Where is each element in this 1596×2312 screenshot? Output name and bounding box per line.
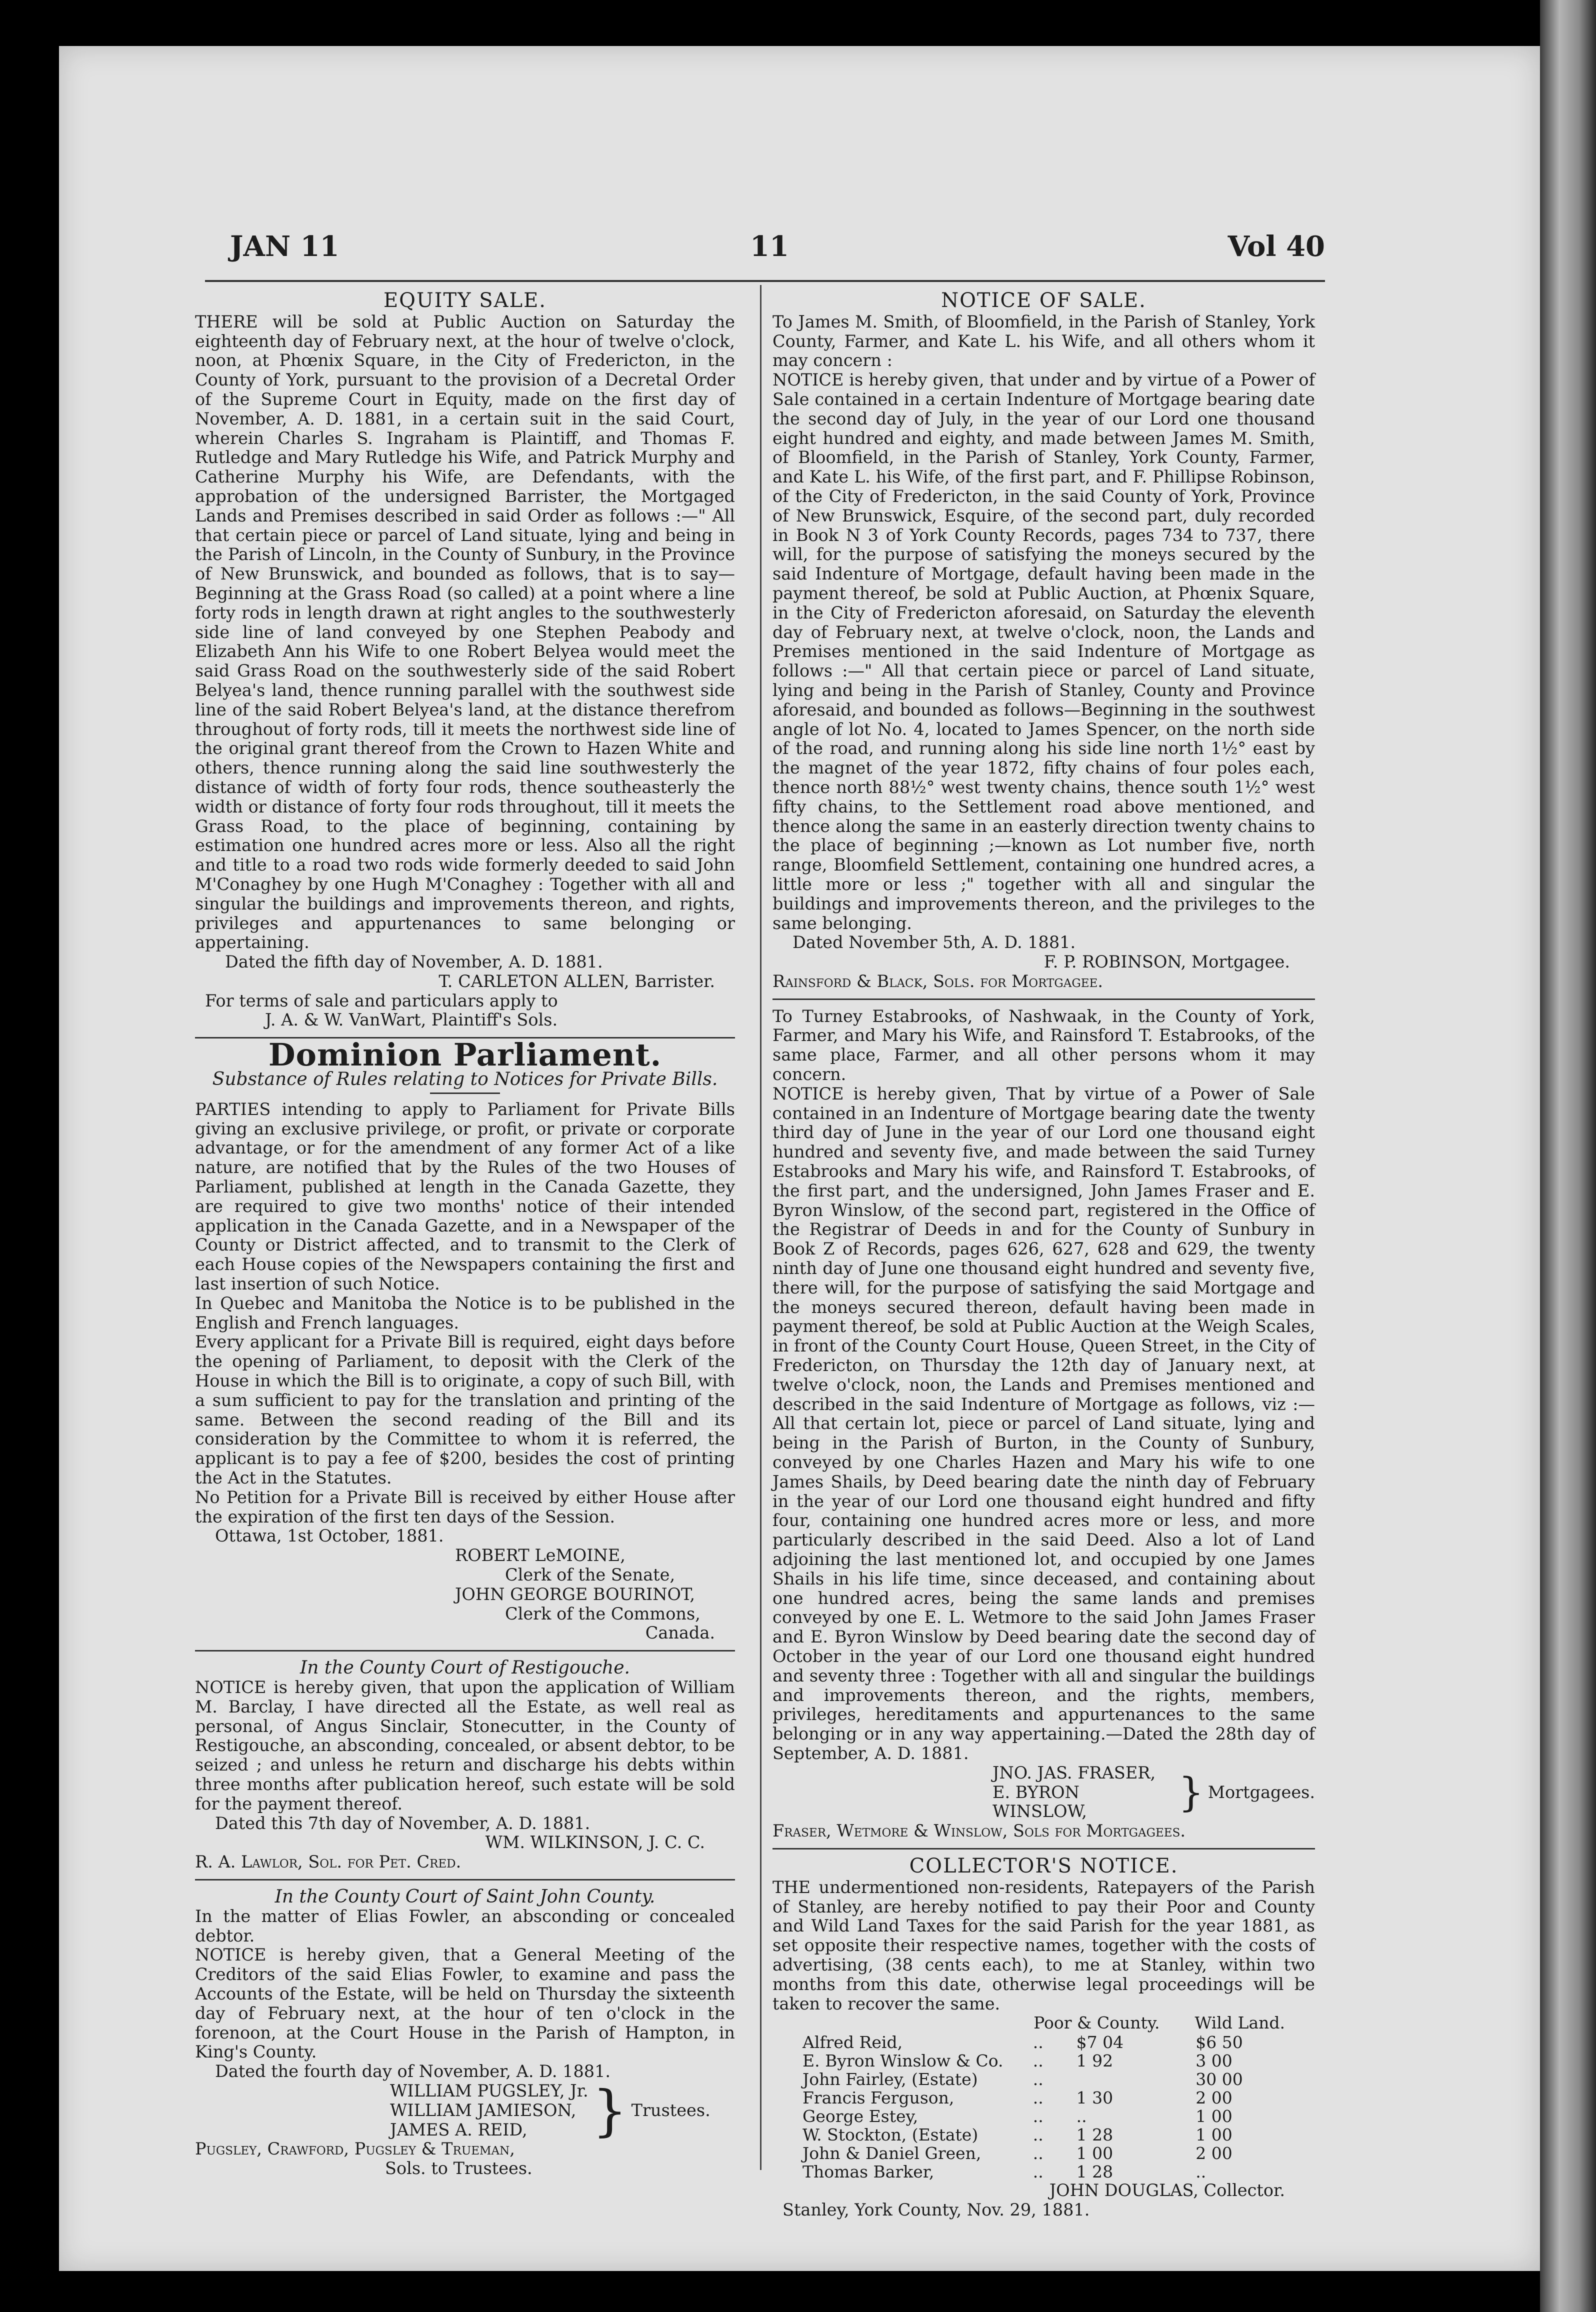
equity-sale-title: EQUITY SALE. — [383, 289, 547, 312]
saint-john-solicitors-role: Sols. to Trustees. — [385, 2158, 532, 2178]
leader-dots: .. — [1032, 2106, 1044, 2126]
tax-table — [772, 2033, 1315, 2181]
dominion-signer-2-title: Clerk of the Commons, — [505, 1604, 700, 1624]
poor-county-tax: 1 30 — [1076, 2088, 1114, 2108]
poor-county-tax: 1 28 — [1076, 2125, 1114, 2145]
ratepayer-name: Alfred Reid, — [802, 2032, 903, 2052]
dominion-parliament-subtitle: Substance of Rules relating to Notices for Private Bills. — [212, 1069, 718, 1090]
page-number: 11 — [750, 230, 789, 263]
col-wild-land: Wild Land. — [1194, 2013, 1285, 2033]
wild-land-tax: 3 00 — [1196, 2051, 1232, 2071]
notice-of-sale-title: NOTICE OF SALE. — [941, 289, 1146, 312]
restigouche-signer: WM. WILKINSON, J. C. C. — [485, 1832, 705, 1852]
saint-john-solicitors: Pugsley, Crawford, Pugsley & Trueman, — [195, 2139, 515, 2159]
wild-land-tax: $6 50 — [1196, 2032, 1243, 2052]
mortgagee-2: E. BYRON WINSLOW, — [992, 1782, 1087, 1822]
leader-dots: .. — [1032, 2144, 1044, 2164]
leader-dots: .. — [1032, 2032, 1044, 2052]
equity-sale-dated: Dated the fifth day of November, A. D. 1881. — [225, 952, 603, 972]
leader-dots: .. — [1032, 2051, 1044, 2071]
trustee-3: JAMES A. REID, — [390, 2120, 528, 2140]
collectors-notice-body: THE undermentioned non-residents, Ratepayers of the Parish of Stanley, are hereby notified to pay their Poor and County and Wild Land Taxes for the said Parish for the year 1881, as set opposite their respective names, together with the costs of advertising, (38 cents each), to me at Stanley, within two months from this date, otherwise legal proceedings will be taken to recover the same. — [772, 1877, 1315, 2014]
page-header — [230, 230, 1325, 275]
dominion-parliament-title: Dominion Parliament. — [268, 1036, 662, 1074]
separator — [195, 1650, 735, 1652]
separator — [772, 1848, 1315, 1850]
ratepayer-name: John & Daniel Green, — [802, 2144, 982, 2164]
col-poor-county: Poor & County. — [1034, 2013, 1160, 2033]
restigouche-title: In the County Court of Restigouche. — [300, 1658, 630, 1678]
poor-county-tax: 1 92 — [1076, 2051, 1114, 2071]
brace: } — [592, 2078, 628, 2143]
leader-dots: .. — [1032, 2088, 1044, 2108]
trustee-2: WILLIAM JAMIESON, — [390, 2100, 576, 2120]
table-row — [772, 2126, 1315, 2144]
column-divider — [760, 285, 762, 2170]
tax-table-header — [772, 2014, 1315, 2033]
adjacent-page-edge — [1540, 0, 1596, 2312]
table-row — [772, 2144, 1315, 2162]
table-row — [772, 2052, 1315, 2070]
table-row — [772, 2070, 1315, 2088]
estabrooks-to: To Turney Estabrooks, of Nashwaak, in the County of York, Farmer, and Mary his Wife, and Rainsford T. Estabrooks, of the same place, Farmer, and all other persons whom it may concern. — [772, 1006, 1315, 1084]
dominion-p2: In Quebec and Manitoba the Notice is to be published in the English and French languages. — [195, 1293, 735, 1332]
table-row — [772, 2162, 1315, 2181]
dominion-p3: Every applicant for a Private Bill is required, eight days before the opening of Parliament, to deposit with the Clerk of the House in which the Bill is to originate, a copy of such Bill, with a sum sufficient to pay for the translation and printing of the same. Between the second reading of the Bill and its consideration by the Committee to whom it is referred, the applicant is to pay a fee of $200, besides the cost of printing the Act in the Statutes. — [195, 1332, 735, 1488]
notice-of-sale-solicitors: Rainsford & Black, Sols. for Mortgagee. — [772, 971, 1103, 991]
brace: } — [1178, 1768, 1204, 1816]
volume-number: Vol 40 — [1228, 230, 1325, 263]
poor-county-tax — [1076, 2070, 1196, 2088]
dominion-signer-1-title: Clerk of the Senate, — [505, 1565, 676, 1584]
ratepayer-name: Francis Ferguson, — [802, 2088, 954, 2108]
leader-dots: .. — [1032, 2162, 1044, 2182]
header-date: JAN 11 — [230, 230, 340, 263]
wild-land-tax: 2 00 — [1196, 2144, 1232, 2164]
leader-dots: .. — [1032, 2070, 1044, 2090]
estabrooks-solicitors: Fraser, Wetmore & Winslow, Sols for Mortgagees. — [772, 1821, 1186, 1841]
header-rule — [205, 280, 1325, 282]
dominion-signer-1: ROBERT LeMOINE, — [455, 1546, 626, 1566]
equity-sale-body: THERE will be sold at Public Auction on Saturday the eighteenth day of February next, at the hour of twelve o'clock, noon, at Phœnix Square, in the City of Fredericton, in the County of York, pursuant to the provision of a Decretal Order of the Supreme Court in Equity, made on the first day of November, A. D. 1881, in a certain suit in the said Court, wherein Charles S. Ingraham is Plaintiff, and Thomas F. Rutledge and Mary Rutledge his Wife, and Patrick Murphy and Catherine Murphy his Wife, are Defendants, with the approbation of the undersigned Barrister, the Mortgaged Lands and Premises described in said Order as follows :—" All that certain piece or parcel of Land situate, lying and being in the Parish of Lincoln, in the County of Sunbury, in the Province of New Brunswick, and bounded as follows, that is to say—Beginning at the Grass Road (so called) at a point where a line forty rods in length drawn at right angles to the southwesterly side line of land conveyed by one Stephen Peabody and Elizabeth Ann his Wife to one Robert Belyea would meet the said Grass Road on the southwesterly side of the said Robert Belyea's land, thence running parallel with the southwest side line of the said Robert Belyea's land, at the distance therefrom throughout of forty rods, till it meets the northwest side line of the original grant thereof from the Crown to Hazen White and others, thence running along the said line southwesterly the distance of width of forty four rods, thence southeasterly the width or distance of forty four rods throughout, till it meets the Grass Road, to the place of beginning, containing by estimation one hundred acres more or less. Also all the right and title to a road two rods wide formerly deeded to said John M'Conaghey by one Hugh M'Conaghey : Together with all and singular the buildings and improvements thereon, and rights, privileges and appurtenances to same belonging or appertaining. — [195, 312, 735, 952]
wild-land-tax: 1 00 — [1196, 2106, 1232, 2126]
notice-of-sale-to: To James M. Smith, of Bloomfield, in the Parish of Stanley, York County, Farmer, and Kate L. his Wife, and all others whom it may concern : — [772, 312, 1315, 370]
saint-john-trustees — [390, 2078, 735, 2143]
ratepayer-name: Thomas Barker, — [802, 2162, 934, 2182]
collector-dated: Stanley, York County, Nov. 29, 1881. — [782, 2200, 1090, 2220]
mortgagee-1: JNO. JAS. FRASER, — [992, 1762, 1156, 1782]
notice-of-sale-body: NOTICE is hereby given, that under and by virtue of a Power of Sale contained in a certain Indenture of Mortgage bearing date the second day of July, in the year of our Lord one thousand eight hundred and eighty, and made between James M. Smith, of Bloomfield, in the Parish of Stanley, York County, Farmer, and Kate L. his Wife, of the first part, and F. Phillipse Robinson, of the City of Fredericton, in the said County of York, Province of New Brunswick, Esquire, of the second part, duly recorded in Book N 3 of York County Records, pages 734 to 737, there will, for the purpose of satisfying the moneys secured by the said Indenture of Mortgage, default having been made in the payment thereof, be sold at Public Auction, at Phœnix Square, in the City of Fredericton aforesaid, on Saturday the eleventh day of February next, at twelve o'clock, noon, the Lands and Premises mentioned in the said Indenture of Mortgage as follows :—" All that certain piece or parcel of Land situate, lying and being in the Parish of Stanley, County and Province aforesaid, and bounded as follows—Beginning in the southwest angle of lot No. 4, located to James Spencer, on the north side of the road, and running along his side line north 1½° east by the magnet of the year 1872, fifty chains of four poles each, thence north 88½° west twenty chains, thence south 1½° west fifty chains, to the Settlement road above mentioned, and thence along the same in an easterly direction twenty chains to the place of beginning ;—known as Lot number five, north range, Bloomfield Settlement, containing one hundred acres, a little more or less ;" together with all and singular the buildings and improvements thereon, and the privileges to the same belonging. — [772, 370, 1315, 933]
saint-john-dated: Dated the fourth day of November, A. D. 1881. — [215, 2062, 611, 2082]
saint-john-title: In the County Court of Saint John County. — [274, 1886, 656, 1907]
right-column — [772, 290, 1315, 2220]
restigouche-dated: Dated this 7th day of November, A. D. 1881. — [215, 1813, 590, 1833]
separator — [195, 1879, 735, 1880]
ratepayer-name: W. Stockton, (Estate) — [802, 2125, 978, 2145]
notice-of-sale-dated: Dated November 5th, A. D. 1881. — [792, 932, 1076, 952]
poor-county-tax: 1 00 — [1076, 2144, 1114, 2164]
poor-county-tax: $7 04 — [1076, 2032, 1124, 2052]
dominion-p4: No Petition for a Private Bill is received by either House after the expiration of the first ten days of the Session. — [195, 1487, 735, 1526]
trustee-1: WILLIAM PUGSLEY, Jr. — [390, 2080, 588, 2100]
restigouche-body: NOTICE is hereby given, that upon the application of William M. Barclay, I have directed all the Estate, as well real as personal, of Angus Sinclair, Stonecutter, in the County of Restigouche, an absconding, concealed, or absent debtor, to be seized ; and unless he return and discharge his debts within three months after publication hereof, such estate will be sold for the payment thereof. — [195, 1677, 735, 1814]
dominion-p1: PARTIES intending to apply to Parliament for Private Bills giving an exclusive privilege, or profit, or private or corporate advantage, or for the amendment of any former Act of a like nature, are notified that by the Rules of the two Houses of Parliament, published at length in the Canada Gazette, they are required to give two months' notice of their intended application in the Canada Gazette, and in a Newspaper of the County or District affected, and to transmit to the Clerk of each House copies of the Newspapers containing the first and last insertion of such Notice. — [195, 1099, 735, 1294]
wild-land-tax: 1 00 — [1196, 2125, 1232, 2145]
table-row — [772, 2088, 1315, 2107]
restigouche-solicitor: R. A. Lawlor, Sol. for Pet. Cred. — [195, 1852, 462, 1872]
mortgagees-label: Mortgagees. — [1208, 1782, 1315, 1802]
equity-sale-signer: T. CARLETON ALLEN, Barrister. — [438, 971, 715, 991]
left-column — [195, 290, 735, 2178]
table-row — [772, 2033, 1315, 2052]
estabrooks-body: NOTICE is hereby given, That by virtue of a Power of Sale contained in an Indenture of Mortgage bearing date the twenty third day of June in the year of our Lord one thousand eight hundred and seventy five, and made between the said Turney Estabrooks and Mary his wife, and Rainsford T. Estabrooks, of the first part, and the undersigned, John James Fraser and E. Byron Winslow, of the second part, registered in the Office of the Registrar of Deeds in and for the County of Sunbury in Book Z of Records, pages 626, 627, 628 and 629, the twenty ninth day of June one thousand eight hundred and seventy five, there will, for the purpose of satisfying the said Mortgage and the moneys secured thereon, default having been made in payment thereof, be sold at Public Auction at the Weigh Scales, in front of the County Court House, Queen Street, in the City of Fredericton, on Thursday the 12th day of January next, at twelve o'clock, noon, the Lands and Premises mentioned and described in the said Indenture of Mortgage as follows, viz :— All that certain lot, piece or parcel of Land situate, lying and being in the Parish of Burton, in the County of Sunbury, conveyed by one Charles Hazen and Mary his wife to one James Shails, by Deed bearing date the ninth day of February in the year of our Lord one thousand eight hundred and fifty four, containing one hundred acres more or less, and more particularly described in the said Deed. Also a lot of Land adjoining the last mentioned lot, and occupied by one James Shails in his life time, since deceased, and containing about one hundred acres, being the same lands and premises conveyed by one E. L. Wetmore to the said John James Fraser and E. Byron Winslow by Deed bearing date the second day of October in the year of our Lord one thousand eight hundred and seventy three : Together with all and singular the buildings and improvements thereon, and the rights, members, privileges, hereditaments and appurtenances to the same belonging or in any way appertaining.—Dated the 28th day of September, A. D. 1881. — [772, 1084, 1315, 1763]
table-row — [772, 2107, 1315, 2126]
saint-john-body: NOTICE is hereby given, that a General Meeting of the Creditors of the said Elias Fowler, to examine and pass the Accounts of the Estate, will be held on Thursday the sixteenth day of February next, at the hour of ten o'clock in the forenoon, at the Court House in the Parish of Hampton, in King's County. — [195, 1945, 735, 2062]
wild-land-tax: .. — [1196, 2162, 1206, 2182]
trustees-label: Trustees. — [631, 2100, 710, 2120]
notice-of-sale-signer: F. P. ROBINSON, Mortgagee. — [1044, 952, 1290, 972]
ratepayer-name: E. Byron Winslow & Co. — [802, 2051, 1004, 2071]
collectors-notice-title: COLLECTOR'S NOTICE. — [909, 1854, 1178, 1878]
dominion-signer-2: JOHN GEORGE BOURINOT, — [455, 1584, 696, 1604]
wild-land-tax: 2 00 — [1196, 2088, 1232, 2108]
collector-signer: JOHN DOUGLAS, Collector. — [1049, 2180, 1285, 2200]
short-rule — [430, 1092, 500, 1094]
saint-john-matter: In the matter of Elias Fowler, an absconding or concealed debtor. — [195, 1906, 735, 1946]
poor-county-tax: 1 28 — [1076, 2162, 1114, 2182]
leader-dots: .. — [1032, 2125, 1044, 2145]
separator — [772, 998, 1315, 1000]
poor-county-tax: .. — [1076, 2106, 1087, 2126]
dominion-signer-2-country: Canada. — [645, 1623, 715, 1643]
estabrooks-mortgagees — [992, 1764, 1315, 1822]
equity-sale-terms: For terms of sale and particulars apply to — [205, 990, 558, 1010]
ratepayer-name: John Fairley, (Estate) — [802, 2070, 978, 2090]
wild-land-tax: 30 00 — [1196, 2070, 1243, 2090]
ratepayer-name: George Estey, — [802, 2106, 918, 2126]
equity-sale-terms-who: J. A. & W. VanWart, Plaintiff's Sols. — [265, 1010, 558, 1030]
dominion-dated: Ottawa, 1st October, 1881. — [215, 1526, 444, 1546]
